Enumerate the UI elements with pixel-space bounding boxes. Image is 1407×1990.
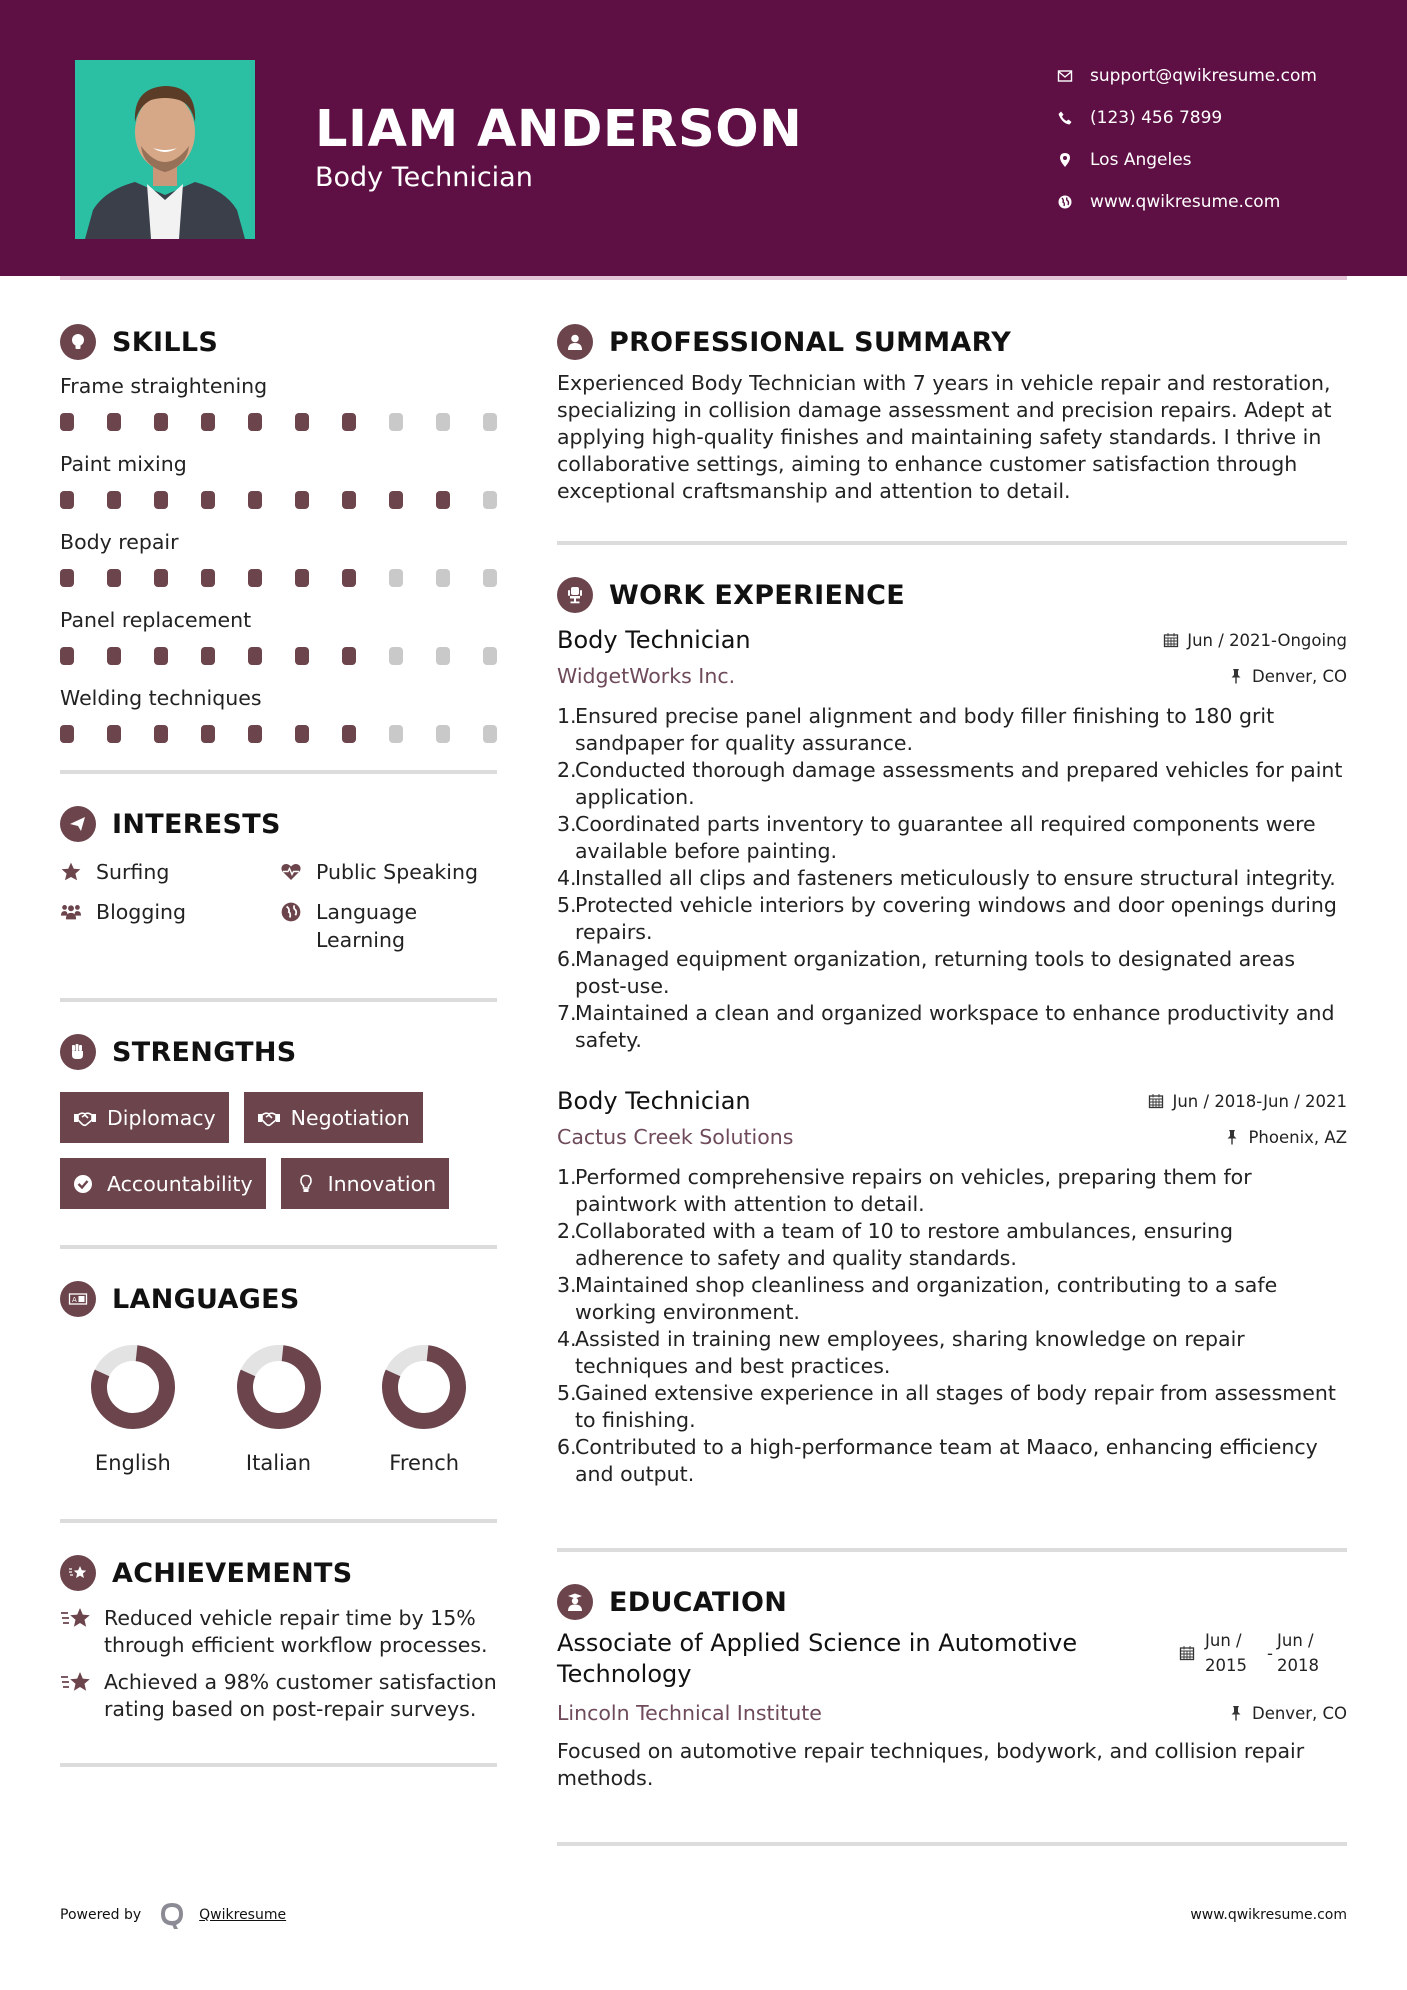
job-bullets — [557, 1164, 1347, 1488]
edu-date-separator: - — [1267, 1643, 1273, 1663]
job-bullet: 3. Maintained shop cleanliness and organization, contributing to a safe working environment. — [557, 1273, 1278, 1324]
interest-item — [280, 858, 497, 886]
qwikresume-logo-icon — [157, 1900, 187, 1930]
job-bullet: 1. Performed comprehensive repairs on vehicles, preparing them for paintwork with attention to detail. — [557, 1165, 1252, 1216]
edu-end-year: 2018 — [1277, 1656, 1319, 1675]
job-bullet: 6. Managed equipment organization, returning tools to designated areas post-use. — [557, 947, 1296, 998]
skill-dot-empty — [436, 413, 450, 431]
section-divider — [60, 1519, 497, 1523]
skill-dot-filled — [60, 413, 74, 431]
globe-icon — [280, 898, 306, 926]
header-divider — [60, 276, 1347, 280]
skill-dot-filled — [342, 491, 356, 509]
section-divider — [60, 1245, 497, 1249]
education-location-text: Denver, CO — [1251, 1703, 1347, 1723]
achievements-list — [60, 1605, 497, 1723]
skill-dot-filled — [154, 413, 168, 431]
job-bullet: 4. Assisted in training new employees, sharing knowledge on repair techniques and best practices. — [557, 1327, 1245, 1378]
job-bullet: 7. Maintained a clean and organized workspace to enhance productivity and safety. — [557, 1001, 1335, 1052]
strength-label: Diplomacy — [107, 1105, 216, 1130]
skill-dot-filled — [248, 413, 262, 431]
contact-location-text: Los Angeles — [1090, 150, 1192, 170]
calendar-icon — [1163, 632, 1179, 648]
interests-section — [60, 802, 497, 954]
language-item — [206, 1343, 352, 1475]
skill-dot-empty — [389, 413, 403, 431]
skills-section — [60, 320, 497, 754]
skill-dot-filled — [436, 491, 450, 509]
skill-dot-filled — [201, 647, 215, 665]
skills-list — [60, 370, 497, 754]
skill-dot-empty — [483, 725, 497, 743]
handshake-icon — [73, 1108, 97, 1128]
powered-by — [60, 1900, 286, 1930]
interest-label: Blogging — [96, 900, 187, 924]
footer-website[interactable]: www.qwikresume.com — [1190, 1907, 1347, 1923]
contact-website-text: www.qwikresume.com — [1090, 192, 1281, 212]
resume-header — [0, 0, 1407, 276]
skill-dot-empty — [483, 647, 497, 665]
contact-location — [1055, 139, 1317, 181]
skill-dot-filled — [107, 491, 121, 509]
phone-icon — [1055, 108, 1075, 128]
skill-dot-filled — [342, 569, 356, 587]
job-dates — [1148, 1092, 1347, 1111]
job-entry — [557, 1082, 1347, 1488]
skill-dot-filled — [107, 647, 121, 665]
skill-dot-empty — [436, 725, 450, 743]
shooting-star-icon — [60, 1555, 96, 1591]
skill-dot-filled — [60, 569, 74, 587]
education-title: EDUCATION — [609, 1586, 788, 1618]
edu-start-year: 2015 — [1205, 1656, 1248, 1675]
interest-item — [60, 858, 280, 886]
job-title: Body Technician — [557, 1087, 751, 1115]
section-divider — [557, 1548, 1347, 1552]
achievements-title: ACHIEVEMENTS — [112, 1557, 353, 1589]
pushpin-icon — [1224, 1129, 1240, 1145]
skill-dot-filled — [107, 569, 121, 587]
contact-website[interactable] — [1055, 181, 1317, 223]
lightbulb-icon — [60, 324, 96, 360]
language-level-donut — [235, 1343, 323, 1431]
education-section — [557, 1580, 1347, 1792]
job-dates — [1163, 631, 1347, 650]
skill-dot-filled — [154, 491, 168, 509]
skill-dot-filled — [60, 725, 74, 743]
skill-dot-empty — [436, 569, 450, 587]
interest-item — [280, 898, 497, 954]
skill-name: Paint mixing — [60, 452, 187, 476]
office-chair-icon — [557, 577, 593, 613]
shooting-star-icon — [60, 1669, 94, 1697]
left-column — [60, 320, 497, 1767]
skill-dot-empty — [389, 647, 403, 665]
skill-item — [60, 370, 497, 442]
contact-list — [1055, 55, 1317, 223]
language-item — [351, 1343, 497, 1475]
interests-heading — [60, 802, 497, 846]
job-bullet: 5. Protected vehicle interiors by covering windows and door openings during repairs. — [557, 893, 1337, 944]
skill-dot-empty — [483, 569, 497, 587]
degree-title: Associate of Applied Science in Automotive Technology — [557, 1629, 1078, 1688]
company-name: Cactus Creek Solutions — [557, 1125, 794, 1149]
strength-chip — [281, 1158, 450, 1209]
school-name: Lincoln Technical Institute — [557, 1701, 822, 1725]
pushpin-icon — [1228, 1705, 1244, 1721]
handshake-icon — [257, 1108, 281, 1128]
education-description: Focused on automotive repair techniques, bodywork, and collision repair methods. — [557, 1739, 1305, 1790]
languages-section — [60, 1277, 497, 1475]
qwikresume-link[interactable]: Qwikresume — [199, 1907, 287, 1923]
languages-heading — [60, 1277, 497, 1321]
strength-chip — [60, 1092, 229, 1143]
achievements-section — [60, 1551, 497, 1723]
skill-dot-empty — [483, 413, 497, 431]
skill-dot-filled — [154, 647, 168, 665]
strength-label: Innovation — [327, 1171, 437, 1196]
job-bullet: 4. Installed all clips and fasteners meticulously to ensure structural integrity. — [557, 866, 1336, 890]
map-marker-icon — [1055, 150, 1075, 170]
strengths-heading — [60, 1030, 497, 1074]
job-dates-text: Jun / 2018-Jun / 2021 — [1172, 1091, 1347, 1111]
skill-dot-filled — [248, 725, 262, 743]
skill-dot-empty — [389, 569, 403, 587]
skill-dot-filled — [389, 491, 403, 509]
languages-list — [60, 1343, 497, 1475]
education-heading — [557, 1580, 1347, 1624]
skill-dot-filled — [295, 647, 309, 665]
skill-dot-empty — [389, 725, 403, 743]
skill-dot-filled — [201, 413, 215, 431]
heartbeat-icon — [280, 858, 306, 886]
job-location — [1224, 1128, 1347, 1147]
skill-name: Frame straightening — [60, 374, 268, 398]
job-bullet: 2. Conducted thorough damage assessments and prepared vehicles for paint application. — [557, 758, 1343, 809]
pushpin-icon — [1228, 668, 1244, 684]
section-divider — [60, 998, 497, 1002]
job-location-text: Phoenix, AZ — [1248, 1127, 1347, 1147]
skill-dot-filled — [60, 647, 74, 665]
skill-dot-filled — [201, 491, 215, 509]
achievement-item — [60, 1669, 497, 1723]
skill-rating — [60, 480, 497, 520]
skill-item — [60, 448, 497, 520]
skills-title: SKILLS — [112, 326, 219, 358]
calendar-icon — [1179, 1645, 1195, 1661]
skill-dot-filled — [248, 647, 262, 665]
skill-dot-filled — [248, 569, 262, 587]
graduate-icon — [557, 1584, 593, 1620]
skill-item — [60, 526, 497, 598]
skill-dot-filled — [60, 491, 74, 509]
skill-dot-filled — [295, 569, 309, 587]
star-icon — [60, 858, 86, 886]
job-entry — [557, 621, 1347, 1054]
skill-name: Panel replacement — [60, 608, 252, 632]
contact-phone-text: (123) 456 7899 — [1090, 108, 1223, 128]
skill-dot-filled — [201, 569, 215, 587]
footer — [60, 1900, 1347, 1930]
language-icon — [60, 1281, 96, 1317]
job-title: Body Technician — [557, 626, 751, 654]
section-divider — [557, 541, 1347, 545]
user-icon — [557, 324, 593, 360]
skill-dot-filled — [342, 647, 356, 665]
experience-heading — [557, 573, 1347, 617]
skill-rating — [60, 636, 497, 676]
interest-label: Surfing — [96, 860, 170, 884]
job-bullet: 6. Contributed to a high-performance team at Maaco, enhancing efficiency and output. — [557, 1435, 1318, 1486]
profile-photo-image — [75, 60, 255, 239]
skill-dot-filled — [342, 413, 356, 431]
achievement-item — [60, 1605, 497, 1659]
skill-dot-empty — [483, 491, 497, 509]
contact-email[interactable] — [1055, 55, 1317, 97]
skill-dot-filled — [154, 569, 168, 587]
check-circle-icon — [73, 1174, 97, 1194]
svg-text:A: A — [72, 1296, 77, 1304]
interest-item — [60, 898, 280, 954]
right-column — [557, 320, 1347, 1846]
job-location — [1228, 667, 1347, 686]
skill-name: Body repair — [60, 530, 179, 554]
experience-title: WORK EXPERIENCE — [609, 579, 905, 611]
interests-title: INTERESTS — [112, 808, 281, 840]
summary-section — [557, 320, 1347, 505]
company-name: WidgetWorks Inc. — [557, 664, 736, 688]
language-level-donut — [380, 1343, 468, 1431]
skill-item — [60, 682, 497, 754]
skill-dot-filled — [248, 491, 262, 509]
skill-dot-empty — [436, 647, 450, 665]
contact-email-text: support@qwikresume.com — [1090, 66, 1317, 86]
paper-plane-icon — [60, 806, 96, 842]
calendar-icon — [1148, 1093, 1164, 1109]
skill-dot-filled — [342, 725, 356, 743]
experience-section — [557, 573, 1347, 1488]
language-level-donut — [89, 1343, 177, 1431]
skill-dot-filled — [107, 413, 121, 431]
job-bullet: 3. Coordinated parts inventory to guarantee all required components were available before painting. — [557, 812, 1316, 863]
edu-end-month: Jun / — [1277, 1631, 1314, 1650]
language-name: French — [389, 1451, 460, 1475]
skill-dot-filled — [107, 725, 121, 743]
envelope-icon — [1055, 66, 1075, 86]
skill-item — [60, 604, 497, 676]
language-name: Italian — [245, 1451, 312, 1475]
language-item — [60, 1343, 206, 1475]
skill-name: Welding techniques — [60, 686, 262, 710]
skill-rating — [60, 402, 497, 442]
summary-text: Experienced Body Technician with 7 years in vehicle repair and restoration, specializing in collision damage assessment and precision repairs. Adept at applying high-quality finishes and maintaining safety standards. I thrive in collaborative settings, aiming to enhance customer satisfaction through exceptional craftsmanship and attention to detail. — [557, 371, 1332, 503]
lightbulb-icon — [294, 1174, 318, 1194]
skill-dot-filled — [154, 725, 168, 743]
powered-by-text: Powered by — [60, 1907, 142, 1923]
strengths-title: STRENGTHS — [112, 1036, 297, 1068]
edu-start-month: Jun / — [1205, 1631, 1242, 1650]
education-location — [1228, 1704, 1347, 1723]
users-icon — [60, 898, 86, 926]
summary-title: PROFESSIONAL SUMMARY — [609, 326, 1012, 358]
job-bullet: 1. Ensured precise panel alignment and body filler finishing to 180 grit sandpaper for quality assurance. — [557, 704, 1275, 755]
strength-label: Accountability — [107, 1171, 253, 1196]
education-dates — [1179, 1628, 1319, 1678]
section-divider — [557, 1842, 1347, 1846]
interest-label: Public Speaking — [316, 860, 478, 884]
skill-dot-filled — [295, 413, 309, 431]
interest-label: Language Learning — [316, 900, 418, 952]
candidate-name: LIAM ANDERSON — [315, 100, 803, 159]
skill-rating — [60, 558, 497, 598]
job-bullet: 5. Gained extensive experience in all stages of body repair from assessment to finishing. — [557, 1381, 1336, 1432]
strengths-list — [60, 1092, 497, 1209]
achievement-text: Achieved a 98% customer satisfaction rating based on post-repair surveys. — [104, 1670, 497, 1721]
interests-list — [60, 858, 497, 954]
job-bullet: 2. Collaborated with a team of 10 to restore ambulances, ensuring adherence to safety and quality standards. — [557, 1219, 1234, 1270]
strength-chip — [60, 1158, 266, 1209]
achievement-text: Reduced vehicle repair time by 15% through efficient workflow processes. — [104, 1606, 488, 1657]
strength-chip — [244, 1092, 423, 1143]
job-location-text: Denver, CO — [1251, 666, 1347, 686]
achievements-heading — [60, 1551, 497, 1595]
skill-dot-filled — [295, 725, 309, 743]
strength-label: Negotiation — [290, 1105, 410, 1130]
skill-rating — [60, 714, 497, 754]
summary-heading — [557, 320, 1347, 364]
candidate-role: Body Technician — [315, 162, 533, 193]
job-bullets — [557, 703, 1347, 1054]
contact-phone[interactable] — [1055, 97, 1317, 139]
profile-photo — [75, 60, 255, 239]
strengths-section — [60, 1030, 497, 1209]
job-dates-text: Jun / 2021-Ongoing — [1187, 630, 1347, 650]
skill-dot-filled — [201, 725, 215, 743]
section-divider — [60, 770, 497, 774]
skill-dot-filled — [295, 491, 309, 509]
skills-heading — [60, 320, 497, 364]
languages-title: LANGUAGES — [112, 1283, 300, 1315]
globe-icon — [1055, 192, 1075, 212]
section-divider — [60, 1763, 497, 1767]
fist-icon — [60, 1034, 96, 1070]
shooting-star-icon — [60, 1605, 94, 1633]
language-name: English — [94, 1451, 171, 1475]
